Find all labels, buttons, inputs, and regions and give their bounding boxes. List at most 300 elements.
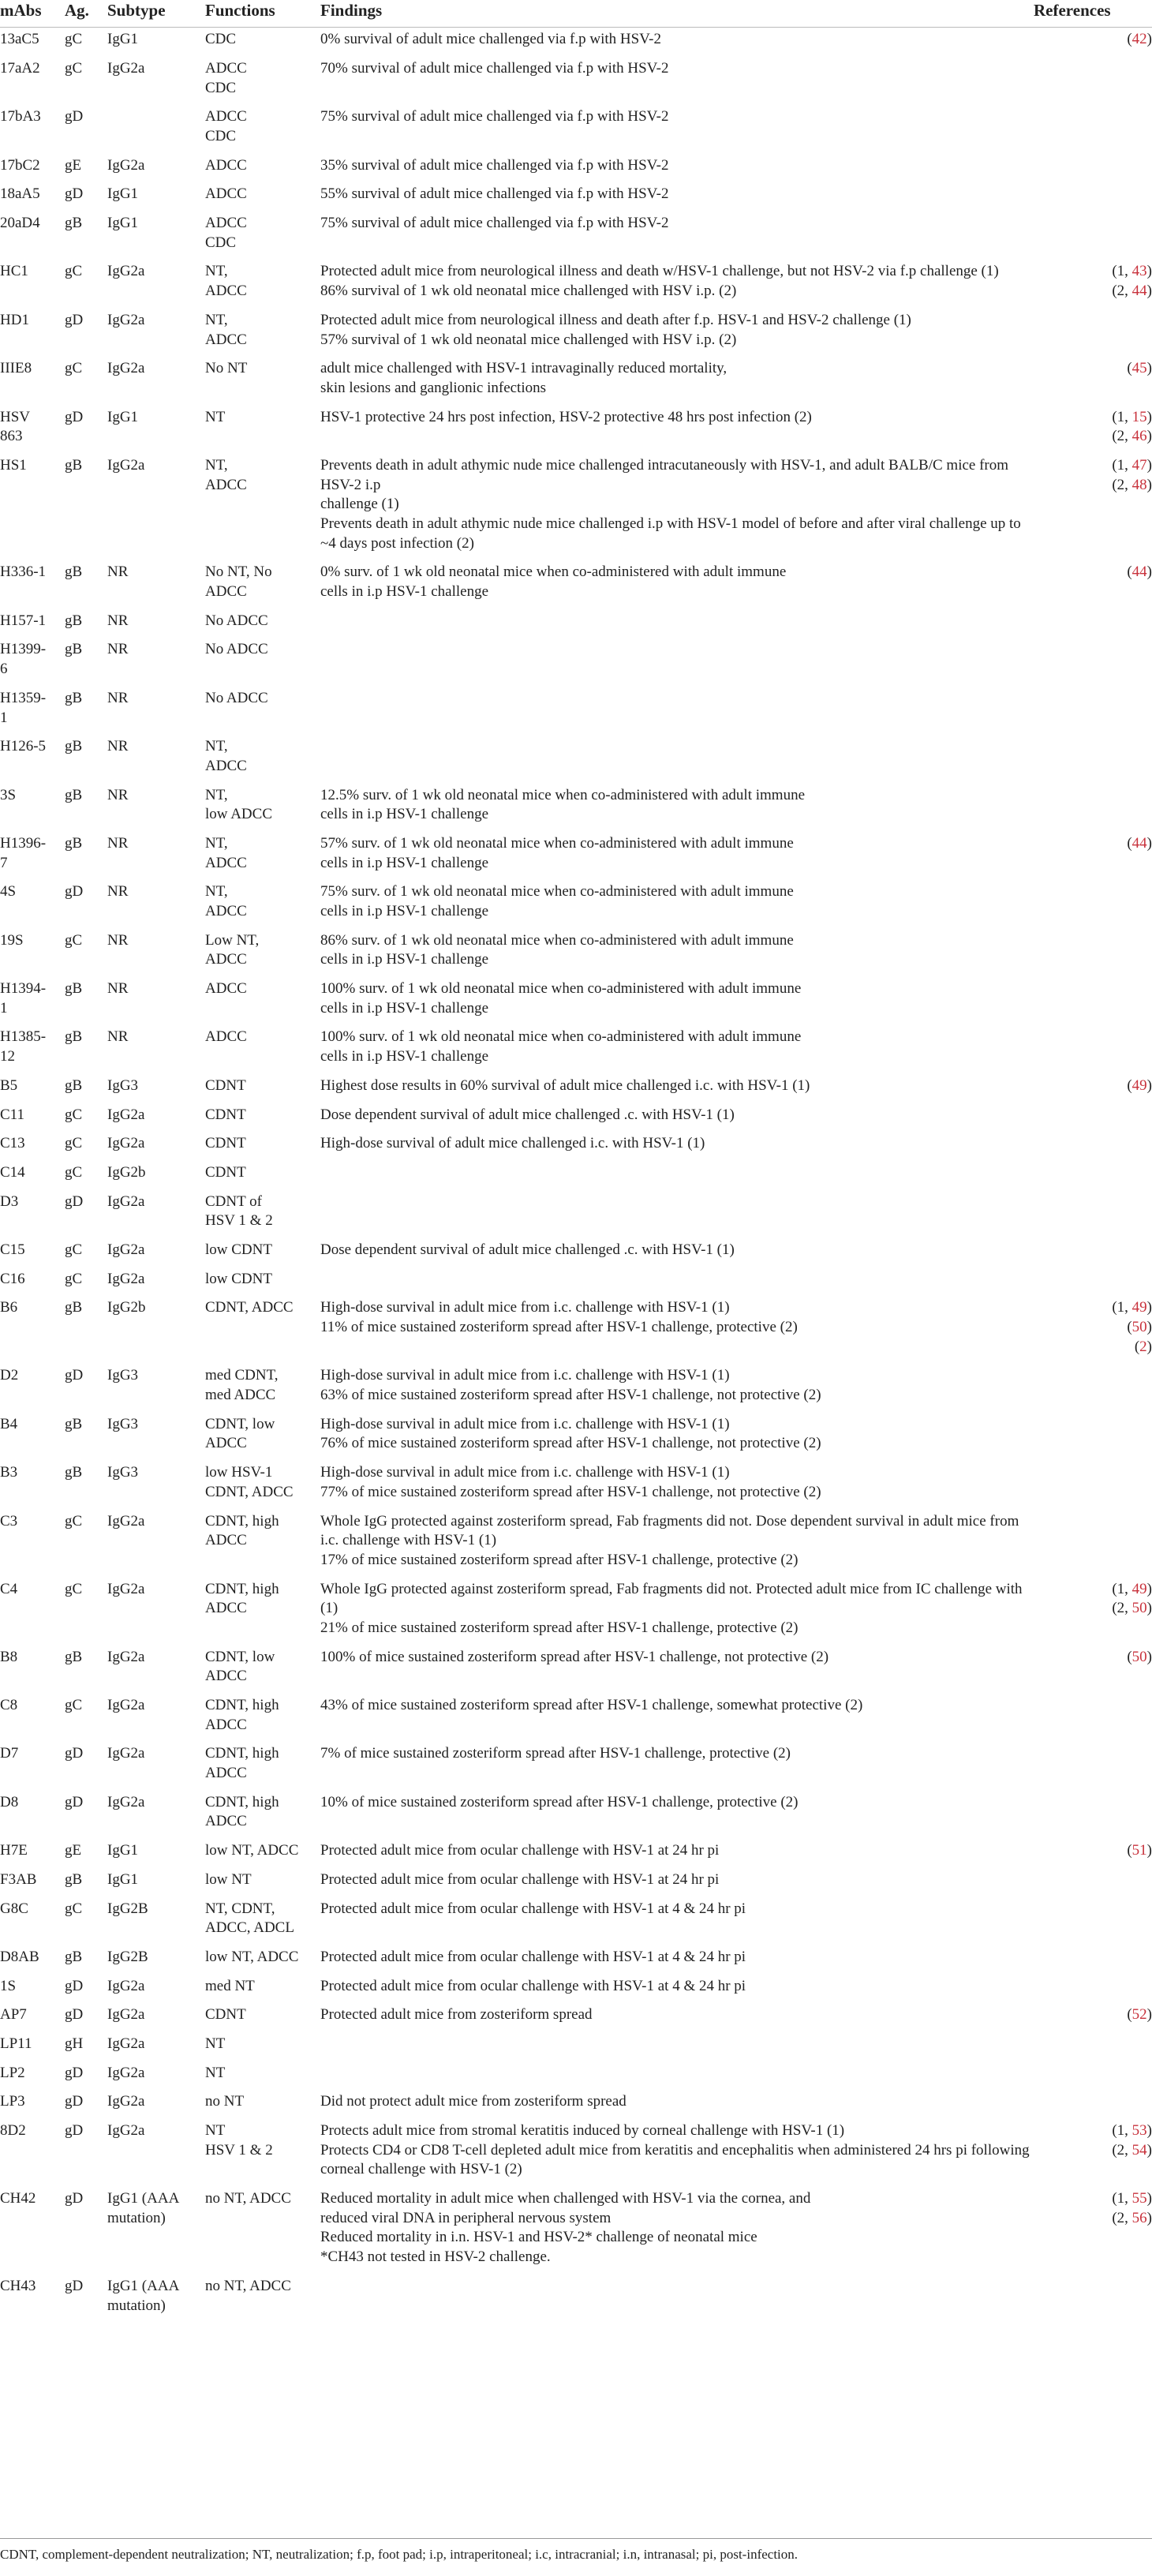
cell-antigen: gD — [65, 1977, 84, 1994]
findings-line: reduced viral DNA in peripheral nervous system — [320, 2209, 612, 2226]
ref-suffix: ) — [1146, 2122, 1152, 2140]
ref-link[interactable]: 54 — [1131, 2141, 1147, 2159]
table-row — [0, 182, 1152, 212]
cell-subtype — [107, 57, 205, 105]
ref-link[interactable]: 51 — [1131, 1842, 1147, 1859]
subtype-line: NR — [107, 1028, 129, 1046]
cell-subtype — [107, 880, 205, 928]
findings-line: 35% survival of adult mice challenged via f.p with HSV-2 — [320, 156, 669, 174]
cell-subtype — [107, 929, 205, 977]
functions-line: No ADCC — [205, 612, 268, 629]
cell-findings — [320, 105, 1034, 153]
ref-suffix: ) — [1146, 1299, 1152, 1316]
cell-functions — [205, 1510, 320, 1578]
cell-antigen: gC — [65, 1163, 83, 1181]
mab-line: H1359- — [0, 689, 47, 706]
functions-line: NT — [205, 2035, 226, 2052]
header-subtype: Subtype — [107, 0, 205, 28]
cell-antigen: gD — [65, 108, 84, 125]
ref-link[interactable]: 44 — [1131, 564, 1147, 581]
mab-line: 12 — [0, 1048, 15, 1065]
subtype-line: mutation) — [107, 2297, 166, 2314]
mab-line: D8AB — [0, 1948, 39, 1965]
header-mabs: mAbs — [0, 0, 65, 28]
subtype-line: IgG3 — [107, 1415, 139, 1432]
findings-line: Dose dependent survival of adult mice challenged .c. with HSV-1 (1) — [320, 1106, 735, 1123]
ref-link[interactable]: 53 — [1131, 2122, 1147, 2140]
findings-line: 0% surv. of 1 wk old neonatal mice when co-administered with adult immune — [320, 564, 787, 581]
cell-antigen: gC — [65, 263, 83, 280]
cell-antigen: gD — [65, 1193, 84, 1210]
cell-references — [1034, 182, 1152, 212]
ref-suffix: ) — [1146, 1842, 1152, 1859]
subtype-line: IgG1 — [107, 1842, 139, 1859]
cell-functions — [205, 2003, 320, 2032]
mab-line: 17bC2 — [0, 156, 40, 174]
functions-line: CDC — [205, 234, 237, 251]
cell-references — [1034, 1461, 1152, 1509]
reference-line — [1034, 427, 1152, 447]
cell-functions — [205, 560, 320, 608]
findings-line: 57% surv. of 1 wk old neonatal mice when co-administered with adult immune — [320, 834, 794, 852]
functions-line: HSV 1 & 2 — [205, 1212, 273, 1230]
cell-antigen: gE — [65, 1842, 82, 1859]
cell-findings — [320, 2090, 1034, 2119]
functions-line: ADCC — [205, 1435, 247, 1452]
cell-antigen: gB — [65, 215, 83, 232]
functions-line: CDC — [205, 79, 237, 96]
cell-references — [1034, 1868, 1152, 1897]
cell-findings — [320, 687, 1034, 735]
ref-link[interactable]: 15 — [1131, 408, 1147, 425]
reference-line — [1034, 1318, 1152, 1338]
cell-antigen: gD — [65, 185, 84, 203]
cell-findings — [320, 309, 1034, 357]
table-row — [0, 1364, 1152, 1412]
functions-line: NT, — [205, 834, 228, 852]
ref-suffix: ) — [1146, 476, 1152, 493]
subtype-line: IgG2a — [107, 156, 145, 174]
ref-suffix: ) — [1146, 2141, 1152, 2159]
cell-functions — [205, 105, 320, 153]
ref-link[interactable]: 47 — [1131, 456, 1147, 474]
cell-functions — [205, 1945, 320, 1975]
cell-antigen: gD — [65, 2093, 84, 2110]
cell-subtype — [107, 406, 205, 454]
functions-line: CDNT, high — [205, 1512, 279, 1530]
cell-mab — [0, 1646, 65, 1694]
ref-link[interactable]: 50 — [1131, 1319, 1147, 1336]
subtype-line: NR — [107, 641, 129, 658]
cell-functions — [205, 1364, 320, 1412]
cell-findings — [320, 1646, 1034, 1694]
cell-subtype — [107, 784, 205, 832]
functions-line: NT — [205, 2064, 226, 2081]
reference-line — [1034, 834, 1152, 854]
findings-line: 100% surv. of 1 wk old neonatal mice when co-administered with adult immune — [320, 1028, 802, 1046]
subtype-line: IgG2b — [107, 1163, 146, 1181]
functions-line: ADCC — [205, 1532, 247, 1549]
subtype-line: IgG2a — [107, 311, 145, 328]
functions-line: low CDNT — [205, 1241, 272, 1258]
cell-findings — [320, 880, 1034, 928]
ref-prefix: (2, — [1112, 2209, 1132, 2226]
cell-functions — [205, 357, 320, 405]
mab-line: C16 — [0, 1270, 25, 1287]
cell-findings — [320, 2032, 1034, 2061]
cell-mab — [0, 560, 65, 608]
cell-antigen: gH — [65, 2035, 84, 2052]
cell-mab — [0, 1161, 65, 1190]
cell-functions — [205, 1694, 320, 1742]
table-row — [0, 2090, 1152, 2119]
cell-findings — [320, 2275, 1034, 2323]
cell-antigen: gB — [65, 612, 83, 629]
mab-line: HS1 — [0, 456, 27, 474]
mab-line: 1 — [0, 999, 8, 1017]
cell-mab — [0, 2187, 65, 2275]
functions-line: CDNT, low — [205, 1648, 275, 1665]
cell-subtype — [107, 28, 205, 57]
functions-line: no NT, ADCC — [205, 2190, 291, 2207]
table-row — [0, 1296, 1152, 1364]
header-findings: Findings — [320, 0, 1034, 28]
functions-line: ADCC — [205, 903, 247, 920]
reference-line — [1034, 476, 1152, 496]
table-row — [0, 880, 1152, 928]
mab-line: B6 — [0, 1299, 18, 1316]
ref-link[interactable]: 46 — [1131, 428, 1147, 445]
table-row — [0, 57, 1152, 105]
ref-link[interactable]: 42 — [1131, 31, 1147, 48]
cell-references — [1034, 2119, 1152, 2187]
ref-suffix: ) — [1146, 1338, 1152, 1355]
ref-link[interactable]: 2 — [1139, 1338, 1147, 1355]
table-row — [0, 560, 1152, 608]
findings-line: cells in i.p HSV-1 challenge — [320, 1048, 489, 1065]
cell-subtype — [107, 1364, 205, 1412]
table-footnote: CDNT, complement-dependent neutralization; NT, neutralization; f.p, foot pad; i.p, intraperitoneal; i.c, intracranial; i.n, intranasal; pi, post-infection. — [0, 2538, 1152, 2563]
cell-references — [1034, 105, 1152, 153]
ref-prefix: (1, — [1112, 263, 1132, 280]
ref-link[interactable]: 52 — [1131, 2006, 1147, 2024]
cell-subtype — [107, 1694, 205, 1742]
table-row — [0, 1461, 1152, 1509]
findings-line: 75% survival of adult mice challenged via f.p with HSV-2 — [320, 215, 669, 232]
ref-prefix: (1, — [1112, 456, 1132, 474]
subtype-line: IgG2a — [107, 456, 145, 474]
mab-line: 6 — [0, 661, 8, 678]
functions-line: ADCC — [205, 1028, 247, 1046]
mab-line: 17bA3 — [0, 108, 41, 125]
cell-references — [1034, 2187, 1152, 2275]
findings-line: Protected adult mice from neurological illness and death after f.p. HSV-1 and HSV-2 challenge (1) — [320, 311, 911, 328]
findings-line: Did not protect adult mice from zosteriform spread — [320, 2093, 626, 2110]
mab-line: B4 — [0, 1415, 18, 1432]
cell-findings — [320, 638, 1034, 686]
ref-link[interactable]: 45 — [1131, 360, 1147, 377]
cell-functions — [205, 1897, 320, 1945]
subtype-line: IgG2a — [107, 360, 145, 377]
ref-link[interactable]: 49 — [1131, 1299, 1147, 1316]
reference-line — [1034, 456, 1152, 476]
table-row — [0, 1190, 1152, 1238]
ref-link[interactable]: 55 — [1131, 2190, 1147, 2207]
cell-mab — [0, 638, 65, 686]
findings-line: 43% of mice sustained zosteriform spread after HSV-1 challenge, somewhat protective (2) — [320, 1697, 863, 1714]
functions-line: ADCC — [205, 854, 247, 871]
cell-findings — [320, 1578, 1034, 1646]
cell-mab — [0, 2090, 65, 2119]
cell-references — [1034, 560, 1152, 608]
ref-prefix: (1, — [1112, 2190, 1132, 2207]
findings-line: 55% survival of adult mice challenged via f.p with HSV-2 — [320, 185, 669, 203]
mab-line: F3AB — [0, 1870, 37, 1888]
table-row — [0, 1791, 1152, 1839]
cell-functions — [205, 212, 320, 260]
cell-functions — [205, 880, 320, 928]
table-row — [0, 638, 1152, 686]
functions-line: ADCC — [205, 980, 247, 998]
functions-line: CDNT of — [205, 1193, 262, 1210]
ref-link[interactable]: 50 — [1131, 1648, 1147, 1665]
table-row — [0, 1975, 1152, 2004]
cell-mab — [0, 1238, 65, 1267]
cell-antigen: gC — [65, 1270, 83, 1287]
functions-line: no NT — [205, 2093, 245, 2110]
findings-line: Protected adult mice from zosteriform spread — [320, 2006, 593, 2024]
findings-line: 86% survival of 1 wk old neonatal mice challenged with HSV i.p. (2) — [320, 283, 737, 300]
cell-mab — [0, 735, 65, 783]
cell-functions — [205, 1413, 320, 1461]
cell-functions — [205, 28, 320, 57]
cell-mab — [0, 2061, 65, 2091]
cell-mab — [0, 105, 65, 153]
cell-antigen: gC — [65, 59, 83, 77]
cell-functions — [205, 1132, 320, 1161]
functions-line: NT, — [205, 883, 228, 900]
subtype-line: NR — [107, 834, 129, 852]
findings-line: Whole IgG protected against zosteriform spread, Fab fragments did not. Dose dependent survival in adult mice from i.c. challenge with HSV-1 (1) — [320, 1512, 1019, 1549]
mab-line: C8 — [0, 1697, 18, 1714]
cell-findings — [320, 1868, 1034, 1897]
cell-antigen: gB — [65, 456, 83, 474]
table-row — [0, 609, 1152, 638]
subtype-line: NR — [107, 612, 129, 629]
table-row — [0, 977, 1152, 1025]
cell-findings — [320, 406, 1034, 454]
cell-references — [1034, 1413, 1152, 1461]
reference-line — [1034, 2141, 1152, 2161]
cell-references — [1034, 1238, 1152, 1267]
findings-line: Reduced mortality in adult mice when challenged with HSV-1 via the cornea, and — [320, 2190, 811, 2207]
table-row — [0, 28, 1152, 57]
functions-line: No NT — [205, 360, 248, 377]
cell-mab — [0, 406, 65, 454]
findings-line: Protected adult mice from ocular challenge with HSV-1 at 4 & 24 hr pi — [320, 1977, 746, 1994]
functions-line: ADCC — [205, 283, 247, 300]
cell-references — [1034, 1945, 1152, 1975]
ref-prefix: (1, — [1112, 2122, 1132, 2140]
ref-link[interactable]: 44 — [1131, 834, 1147, 852]
cell-subtype — [107, 1413, 205, 1461]
findings-line: Protected adult mice from ocular challenge with HSV-1 at 24 hr pi — [320, 1870, 720, 1888]
subtype-line: NR — [107, 883, 129, 900]
ref-prefix: (2, — [1112, 428, 1132, 445]
cell-findings — [320, 1694, 1034, 1742]
table-row — [0, 406, 1152, 454]
functions-line: low NT, ADCC — [205, 1948, 299, 1965]
cell-subtype — [107, 1190, 205, 1238]
mab-line: 8D2 — [0, 2122, 26, 2140]
functions-line: CDNT — [205, 1135, 246, 1152]
functions-line: low ADCC — [205, 806, 272, 823]
ref-prefix: ( — [1134, 1338, 1140, 1355]
findings-line: 21% of mice sustained zosteriform spread after HSV-1 challenge, protective (2) — [320, 1619, 799, 1636]
header-functions: Functions — [205, 0, 320, 28]
subtype-line: IgG2a — [107, 1793, 145, 1810]
functions-line: CDNT — [205, 2006, 246, 2024]
cell-antigen: gD — [65, 2006, 84, 2024]
cell-antigen: gC — [65, 1697, 83, 1714]
subtype-line: IgG2a — [107, 2064, 145, 2081]
ref-suffix: ) — [1146, 1600, 1152, 1617]
cell-antigen: gB — [65, 1870, 83, 1888]
cell-functions — [205, 1190, 320, 1238]
cell-antigen: gC — [65, 931, 83, 949]
findings-line: cells in i.p HSV-1 challenge — [320, 903, 489, 920]
cell-findings — [320, 1074, 1034, 1103]
mab-line: AP7 — [0, 2006, 27, 2024]
ref-suffix: ) — [1146, 2190, 1152, 2207]
functions-line: ADCC — [205, 1668, 247, 1685]
cell-findings — [320, 1190, 1034, 1238]
cell-findings — [320, 454, 1034, 560]
mab-line: 20aD4 — [0, 215, 40, 232]
ref-prefix: ( — [1127, 2006, 1132, 2024]
functions-line: ADCC — [205, 59, 247, 77]
cell-subtype — [107, 638, 205, 686]
cell-mab — [0, 2119, 65, 2187]
cell-antigen: gC — [65, 1241, 83, 1258]
cell-antigen: gB — [65, 1948, 83, 1965]
cell-antigen: gD — [65, 408, 84, 425]
subtype-line: NR — [107, 738, 129, 755]
ref-prefix: ( — [1127, 1648, 1132, 1665]
findings-line: 57% survival of 1 wk old neonatal mice challenged with HSV i.p. (2) — [320, 331, 737, 348]
ref-suffix: ) — [1146, 428, 1152, 445]
cell-findings — [320, 357, 1034, 405]
ref-link[interactable]: 43 — [1131, 263, 1147, 280]
findings-line: High-dose survival of adult mice challenged i.c. with HSV-1 (1) — [320, 1135, 705, 1152]
functions-line: ADCC — [205, 757, 247, 774]
mab-line: B5 — [0, 1076, 18, 1094]
cell-subtype — [107, 1025, 205, 1073]
mab-line: H336-1 — [0, 564, 47, 581]
ref-link[interactable]: 50 — [1131, 1600, 1147, 1617]
mab-line: H126-5 — [0, 738, 47, 755]
functions-line: CDNT — [205, 1076, 246, 1094]
cell-subtype — [107, 1238, 205, 1267]
functions-line: CDNT, ADCC — [205, 1299, 294, 1316]
ref-link[interactable]: 44 — [1131, 283, 1147, 300]
ref-link[interactable]: 49 — [1131, 1580, 1147, 1597]
cell-antigen: gC — [65, 1135, 83, 1152]
reference-line — [1034, 1841, 1152, 1861]
cell-findings — [320, 2187, 1034, 2275]
cell-mab — [0, 1694, 65, 1742]
cell-references — [1034, 212, 1152, 260]
cell-subtype — [107, 2032, 205, 2061]
cell-references — [1034, 1364, 1152, 1412]
subtype-line: IgG1 — [107, 31, 139, 48]
table-row — [0, 1025, 1152, 1073]
table-row — [0, 1646, 1152, 1694]
cell-subtype — [107, 2275, 205, 2323]
cell-antigen: gB — [65, 1415, 83, 1432]
cell-mab — [0, 1742, 65, 1790]
cell-findings — [320, 1510, 1034, 1578]
mab-line: HC1 — [0, 263, 28, 280]
functions-line: ADCC — [205, 1600, 247, 1617]
ref-prefix: (1, — [1112, 1580, 1132, 1597]
cell-mab — [0, 609, 65, 638]
cell-functions — [205, 1742, 320, 1790]
mab-line: HD1 — [0, 311, 29, 328]
cell-mab — [0, 1897, 65, 1945]
cell-antigen: gB — [65, 834, 83, 852]
functions-line: ADCC — [205, 156, 247, 174]
functions-line: low HSV-1 — [205, 1464, 273, 1481]
ref-link[interactable]: 48 — [1131, 476, 1147, 493]
cell-subtype — [107, 105, 205, 153]
cell-mab — [0, 1132, 65, 1161]
mab-line: 1S — [0, 1977, 17, 1994]
subtype-line: IgG2a — [107, 1580, 145, 1597]
ref-suffix: ) — [1146, 456, 1152, 474]
table-row — [0, 260, 1152, 308]
findings-line: 75% survival of adult mice challenged via f.p with HSV-2 — [320, 108, 669, 125]
ref-suffix: ) — [1146, 283, 1152, 300]
findings-line: 11% of mice sustained zosteriform spread after HSV-1 challenge, protective (2) — [320, 1319, 798, 1336]
findings-line: cells in i.p HSV-1 challenge — [320, 951, 489, 968]
cell-references — [1034, 2032, 1152, 2061]
subtype-line: IgG2a — [107, 1135, 145, 1152]
cell-subtype — [107, 212, 205, 260]
cell-functions — [205, 609, 320, 638]
findings-line: Protected adult mice from neurological illness and death w/HSV-1 challenge, but not HSV-2 via f.p challenge (1) — [320, 263, 999, 280]
cell-antigen: gB — [65, 1464, 83, 1481]
ref-link[interactable]: 56 — [1131, 2209, 1147, 2226]
mab-line: H1385- — [0, 1028, 47, 1046]
ref-prefix: ( — [1127, 1842, 1132, 1859]
cell-subtype — [107, 154, 205, 183]
cell-mab — [0, 1578, 65, 1646]
ref-link[interactable]: 49 — [1131, 1076, 1147, 1094]
cell-mab — [0, 977, 65, 1025]
ref-suffix: ) — [1146, 360, 1152, 377]
cell-subtype — [107, 2061, 205, 2091]
mab-line: D3 — [0, 1193, 19, 1210]
cell-findings — [320, 1945, 1034, 1975]
cell-references — [1034, 929, 1152, 977]
cell-findings — [320, 260, 1034, 308]
mab-line: 17aA2 — [0, 59, 40, 77]
mab-line: LP2 — [0, 2064, 25, 2081]
header-row — [0, 0, 1152, 28]
reference-line — [1034, 282, 1152, 301]
cell-functions — [205, 1267, 320, 1297]
